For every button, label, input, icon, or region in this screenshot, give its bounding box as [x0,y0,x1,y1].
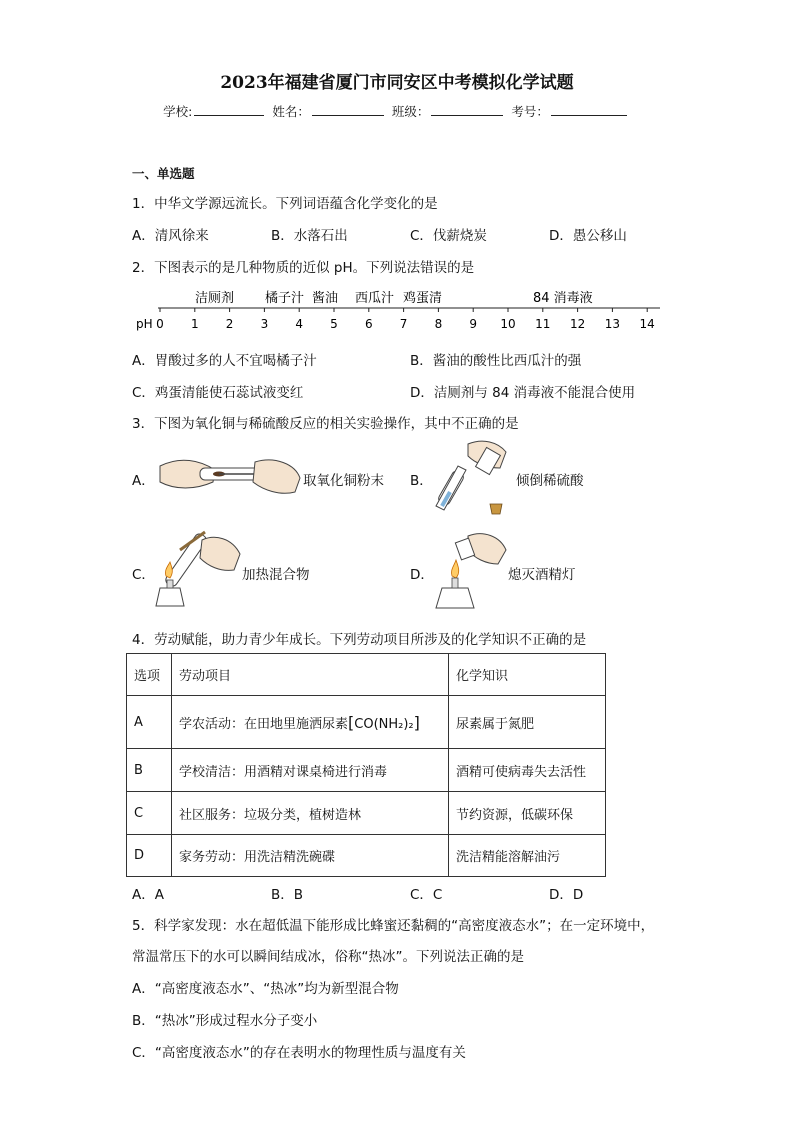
ph-tick-label: 2 [225,317,234,331]
ph-sub-egg-white: 鸡蛋清 [403,291,443,306]
student-info-line [0,102,794,120]
q3-a-spatula-illustration [155,452,305,500]
ph-tick-label: 6 [364,317,373,331]
ph-scale-figure [130,284,670,340]
q3-option-b-label: 倾倒稀硫酸 [516,473,584,489]
q4-row-b-option: B [127,749,172,792]
ph-tick-label: 1 [190,317,199,331]
school-label: 学校: [163,104,193,119]
ph-sub-toilet-cleaner: 洁厕剂 [195,291,235,306]
ph-axis-label: pH [136,317,153,331]
exam-no-blank[interactable] [551,103,627,116]
q1-option-a[interactable]: A．清风徐来 [132,228,209,244]
ph-tick-label: 14 [639,317,655,331]
table-row [127,792,606,835]
ph-tick-label: 5 [330,317,338,331]
ph-tick-label: 8 [434,317,443,331]
q1-option-d[interactable]: D．愚公移山 [549,228,627,244]
q4-option-a[interactable]: A．A [132,887,164,903]
q4-row-a-option: A [127,696,172,749]
q4-row-a-item: 学农活动：在田地里施洒尿素 [179,716,349,732]
ph-sub-84-disinfectant: 84 消毒液 [533,291,593,306]
q4-row-c-item: 社区服务：垃圾分类，植树造林 [172,792,449,835]
table-row [127,835,606,877]
ph-tick-label: 13 [604,317,621,331]
ph-tick-label: 10 [500,317,516,331]
q4-option-c[interactable]: C．C [410,887,443,903]
ph-scale-svg [130,284,670,340]
section-heading: 一、单选题 [132,166,195,181]
class-blank[interactable] [431,103,503,116]
q4-row-a-item-cell: 学农活动：在田地里施洒尿素[CO(NH₂)₂] [172,696,449,749]
ph-tick-label: 0 [156,317,164,331]
q4-header-knowledge: 化学知识 [449,654,606,696]
q3-b-pouring-illustration [428,438,516,518]
q4-table-header [127,654,606,696]
q3-option-b-letter[interactable]: B． [410,473,433,489]
q2-stem: 2．下图表示的是几种物质的近似 pH。下列说法错误的是 [132,260,475,276]
q4-stem: 4．劳动赋能，助力青少年成长。下列劳动项目所涉及的化学知识不正确的是 [132,632,587,648]
ph-tick-label: 3 [260,317,269,331]
q4-row-a-knowledge: 尿素属于氮肥 [449,696,606,749]
table-row [127,749,606,792]
class-label: 班级： [391,104,430,119]
q4-table [126,653,606,877]
q1-option-c[interactable]: C．伐薪烧炭 [410,228,487,244]
q5-stem-line2: 常温常压下的水可以瞬间结成冰，俗称“热冰”。下列说法正确的是 [132,949,524,965]
q4-row-d-knowledge: 洗洁精能溶解油污 [449,835,606,877]
q2-option-c[interactable]: C．鸡蛋清能使石蕊试液变红 [132,385,304,401]
ph-tick-label: 12 [569,317,586,331]
q4-row-a-formula: CO(NH₂)₂ [354,716,414,732]
q1-stem: 1．中华文学源远流长。下列词语蕴含化学变化的是 [132,196,438,212]
q5-option-c[interactable]: C．“高密度液态水”的存在表明水的物理性质与温度有关 [132,1045,466,1061]
exam-no-label: 考号： [511,104,549,119]
q3-d-extinguish-illustration [428,530,510,612]
q4-header-option: 选项 [127,654,172,696]
q2-option-a[interactable]: A．胃酸过多的人不宜喝橘子汁 [132,353,317,369]
q4-row-c-knowledge: 节约资源，低碳环保 [449,792,606,835]
school-blank[interactable] [194,103,264,116]
name-blank[interactable] [312,103,384,116]
ph-tick-label: 4 [295,317,304,331]
q4-row-d-item: 家务劳动：用洗洁精洗碗碟 [172,835,449,877]
q3-option-c-letter[interactable]: C． [132,567,155,583]
ph-sub-soy-sauce: 酱油 [312,291,339,306]
q2-option-d[interactable]: D．洁厕剂与 84 消毒液不能混合使用 [410,385,636,401]
q5-option-a[interactable]: A．“高密度液态水”、“热冰”均为新型混合物 [132,981,399,997]
table-row [127,696,606,749]
q4-row-b-item: 学校清洁：用酒精对课桌椅进行消毒 [172,749,449,792]
page-title: 2023年福建省厦门市同安区中考模拟化学试题 [220,73,574,93]
q3-option-c-label: 加热混合物 [242,567,310,583]
ph-tick-label: 7 [399,317,408,331]
q3-c-heating-illustration [150,526,245,612]
q4-option-b[interactable]: B．B [271,887,304,903]
q4-row-c-option: C [127,792,172,835]
ph-sub-watermelon: 西瓜汁 [355,291,395,306]
q4-header-item: 劳动项目 [172,654,449,696]
q3-option-d-label: 熄灭酒精灯 [508,567,576,583]
q4-row-d-option: D [127,835,172,877]
name-label: 姓名： [272,104,310,119]
q3-option-a-letter[interactable]: A． [132,473,155,489]
ph-tick-label: 11 [535,317,551,331]
q3-stem: 3．下图为氧化铜与稀硫酸反应的相关实验操作，其中不正确的是 [132,416,519,432]
q3-option-a-label: 取氧化铜粉末 [303,473,384,489]
q4-option-d[interactable]: D．D [549,887,584,903]
ph-sub-orange-juice: 橘子汁 [265,291,305,306]
q2-option-b[interactable]: B．酱油的酸性比西瓜汁的强 [410,353,582,369]
ph-tick-label: 9 [469,317,478,331]
q4-row-b-knowledge: 酒精可使病毒失去活性 [449,749,606,792]
q3-option-d-letter[interactable]: D． [410,567,434,583]
q5-stem-line1: 5．科学家发现：水在超低温下能形成比蜂蜜还黏稠的“高密度液态水”；在一定环境中， [132,918,655,934]
q5-option-b[interactable]: B．“热冰”形成过程水分子变小 [132,1013,318,1029]
q1-option-b[interactable]: B．水落石出 [271,228,348,244]
